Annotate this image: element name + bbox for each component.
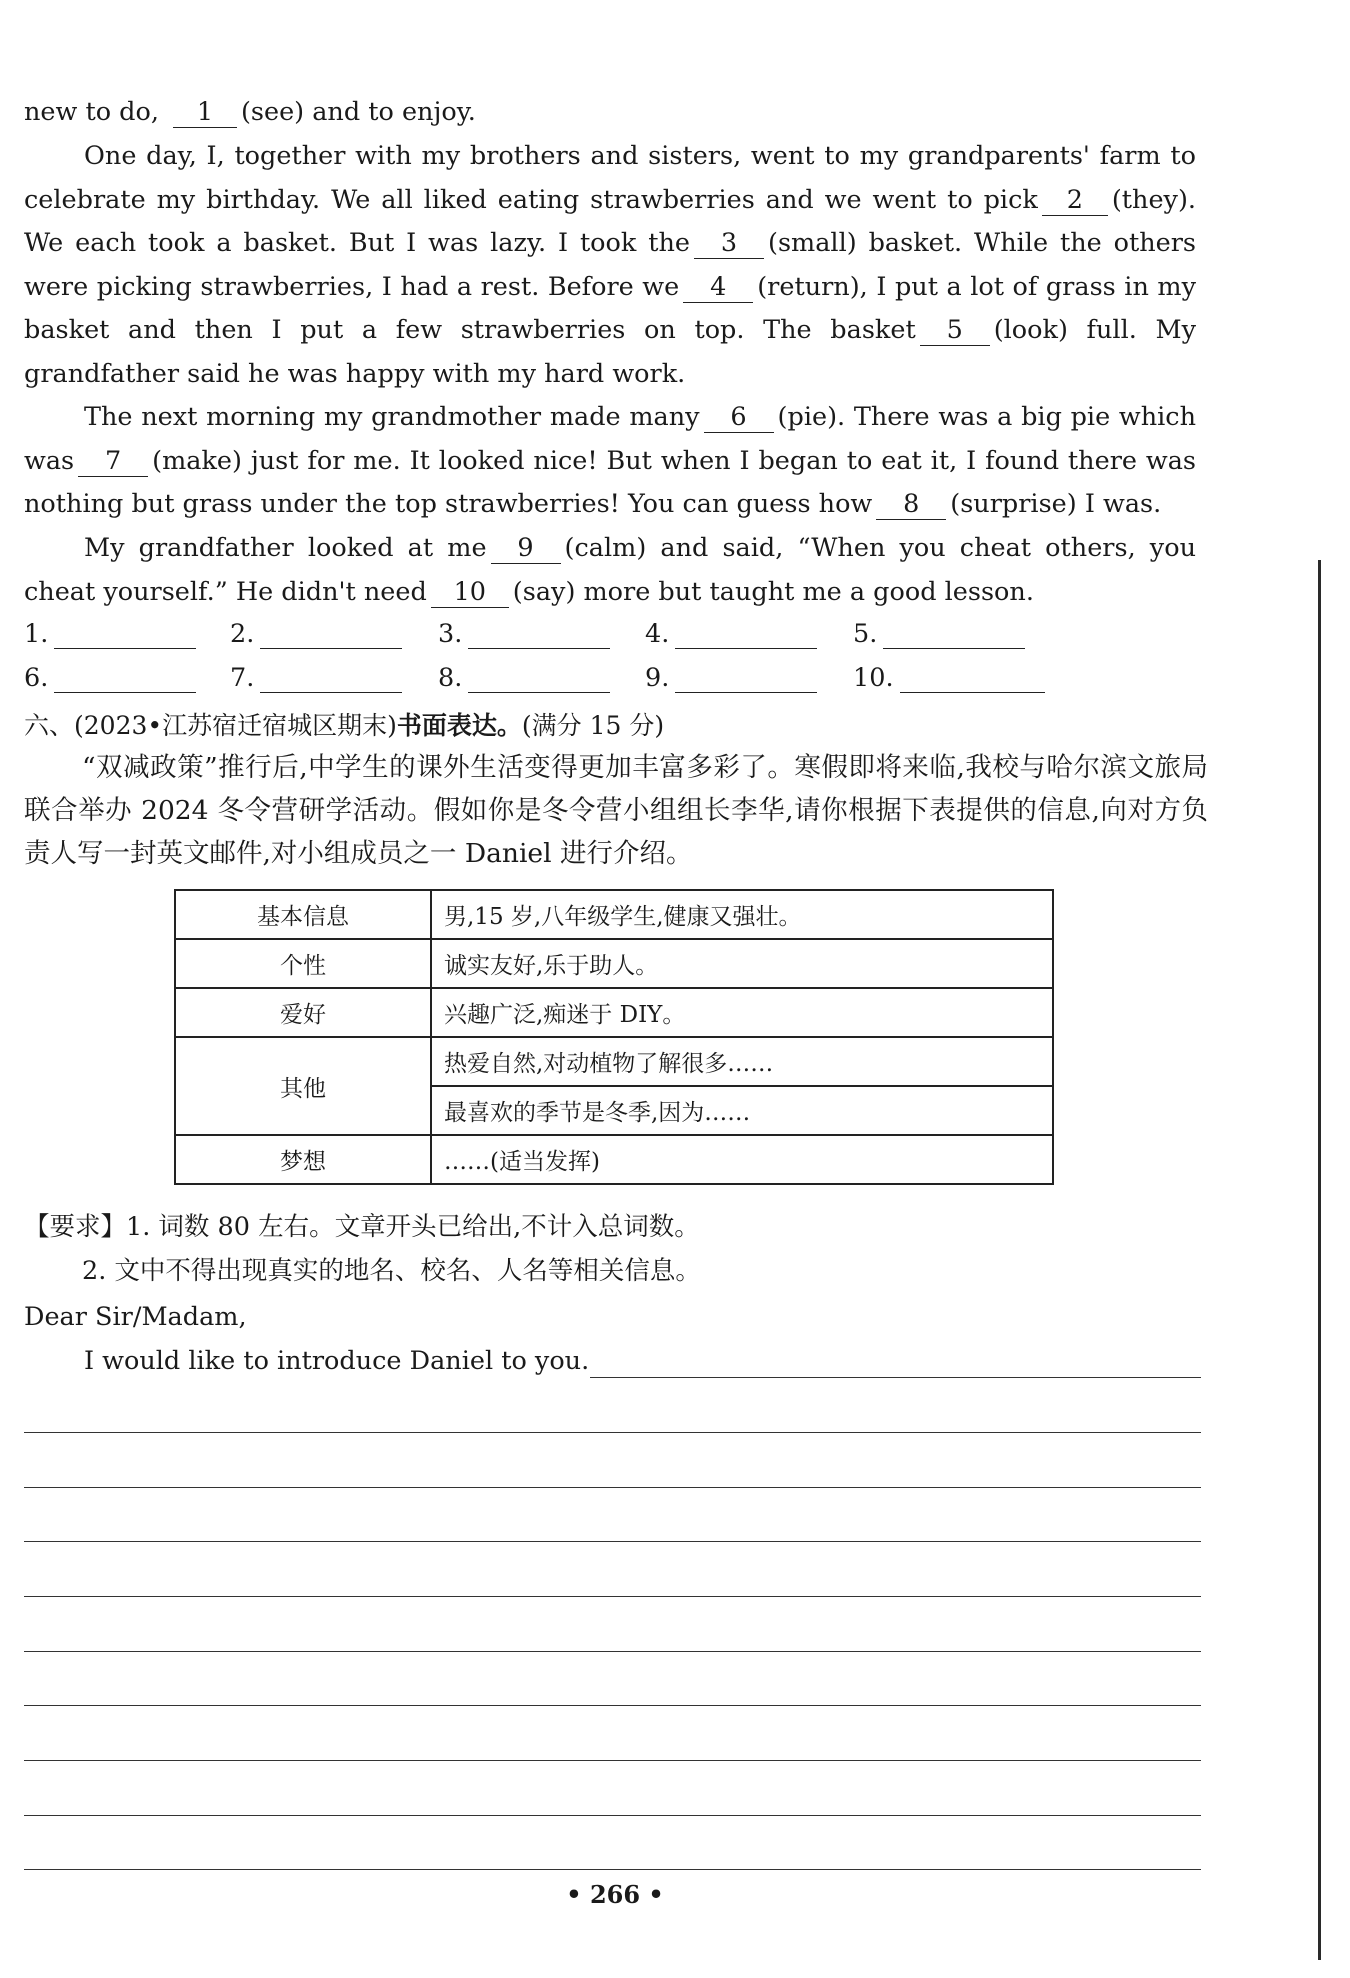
- table-key: 个性: [175, 939, 431, 988]
- writing-line[interactable]: [24, 1432, 1201, 1433]
- writing-line[interactable]: [24, 1541, 1201, 1542]
- table-row: [175, 1037, 1053, 1086]
- table-row: [175, 1135, 1053, 1184]
- answer-6[interactable]: 6.: [24, 662, 196, 693]
- table-value: 男,15 岁,八年级学生,健康又强壮。: [431, 890, 1053, 939]
- blank-2: 2: [1042, 185, 1108, 216]
- blank-5: 5: [920, 315, 990, 346]
- table-key: 梦想: [175, 1135, 431, 1184]
- requirement-2: 2. 文中不得出现真实的地名、校名、人名等相关信息。: [82, 1256, 701, 1286]
- page-number: • 266 •: [566, 1880, 664, 1909]
- blank-3: 3: [694, 228, 764, 259]
- writing-line[interactable]: [24, 1487, 1201, 1488]
- table-value: 兴趣广泛,痴迷于 DIY。: [431, 988, 1053, 1037]
- table-key: 其他: [175, 1037, 431, 1135]
- blank-1: 1: [173, 97, 237, 128]
- writing-line[interactable]: [24, 1596, 1201, 1597]
- blank-9: 9: [491, 533, 561, 564]
- writing-line[interactable]: [24, 1869, 1201, 1870]
- blank-4: 4: [683, 272, 753, 303]
- requirement-1: 【要求】1. 词数 80 左右。文章开头已给出,不计入总词数。: [24, 1212, 700, 1242]
- answer-9[interactable]: 9.: [645, 662, 817, 693]
- table-row: [175, 988, 1053, 1037]
- table-row: [175, 890, 1053, 939]
- blank-7: 7: [78, 446, 148, 477]
- task-instructions: “双减政策”推行后,中学生的课外生活变得更加丰富多彩了。寒假即将来临,我校与哈尔滨文旅局联合举办 2024 冬令营研学活动。假如你是冬令营小组组长李华,请你根据下表提供的信息,向对方负责人写一封英文邮件,对小组成员之一 Daniel 进行介绍。: [24, 752, 1208, 869]
- passage-paragraph-1: One day, I, together with my brothers and sisters, went to my grandparents' farm to celebrate my birthday. We all liked eating strawberries and we went to pick 2 (they). We each took a basket. But I was lazy. I took the 3 (small) basket. While the others were picking strawberries, I had a rest. Before we 4 (return), I put a lot of grass in my basket and then I put a few strawberries on top. The basket 5 (look) full. My grandfather said he was happy with my hard work.: [24, 141, 1197, 389]
- answer-4[interactable]: 4.: [645, 618, 817, 649]
- writing-line[interactable]: [24, 1760, 1201, 1761]
- passage-line-0: new to do, 1 (see) and to enjoy.: [24, 97, 476, 127]
- table-value: 诚实友好,乐于助人。: [431, 939, 1053, 988]
- answer-2[interactable]: 2.: [230, 618, 402, 649]
- writing-line[interactable]: [24, 1705, 1201, 1706]
- table-row: [175, 939, 1053, 988]
- blank-10: 10: [431, 577, 509, 608]
- writing-line[interactable]: [24, 1651, 1201, 1652]
- passage-paragraph-3: My grandfather looked at me 9 (calm) and said, “When you cheat others, you cheat yourself.” He didn't need 10 (say) more but taught me a good lesson.: [24, 533, 1196, 607]
- letter-opening: I would like to introduce Daniel to you.: [84, 1346, 590, 1376]
- info-table: [174, 889, 1054, 1185]
- table-key: 爱好: [175, 988, 431, 1037]
- passage-paragraph-2: The next morning my grandmother made many 6 (pie). There was a big pie which was 7 (make) just for me. It looked nice! But when I began to eat it, I found there was nothing but grass under the top strawberries! You can guess how 8 (surprise) I was.: [24, 402, 1197, 520]
- writing-line[interactable]: [590, 1377, 1201, 1378]
- table-key: 基本信息: [175, 890, 431, 939]
- answer-3[interactable]: 3.: [438, 618, 610, 649]
- answer-1[interactable]: 1.: [24, 618, 196, 649]
- blank-8: 8: [876, 489, 946, 520]
- page-edge-shadow: [1318, 560, 1321, 1960]
- answer-7[interactable]: 7.: [230, 662, 402, 693]
- table-value: 最喜欢的季节是冬季,因为……: [431, 1086, 1053, 1135]
- table-value: ……(适当发挥): [431, 1135, 1053, 1184]
- section-heading: 六、(2023•江苏宿迁宿城区期末)书面表达。(满分 15 分): [24, 711, 665, 740]
- answer-5[interactable]: 5.: [853, 618, 1025, 649]
- writing-line[interactable]: [24, 1815, 1201, 1816]
- blank-6: 6: [704, 402, 774, 433]
- answer-8[interactable]: 8.: [438, 662, 610, 693]
- letter-salutation: Dear Sir/Madam,: [24, 1302, 247, 1332]
- table-value: 热爱自然,对动植物了解很多……: [431, 1037, 1053, 1086]
- answer-10[interactable]: 10.: [853, 662, 1045, 693]
